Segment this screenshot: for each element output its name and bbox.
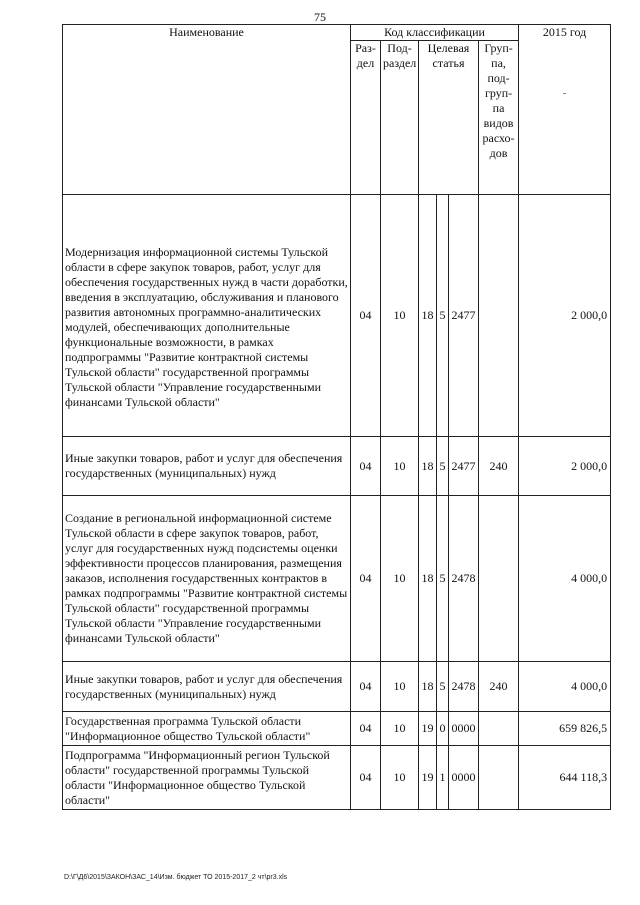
header-podrazdel: Под- раздел <box>381 41 419 195</box>
row-podrazdel: 10 <box>381 496 419 662</box>
row-amount: 644 118,3 <box>519 746 611 810</box>
row-razdel: 04 <box>351 662 381 712</box>
row-target-2: 5 <box>437 437 449 496</box>
row-name: Создание в региональной информационной системе Тульской области в сфере закупок товаров, работ, услуг для государственных нужд подсистемы оценки эффективности процессов планирования, размещения заказов, исполнения государственных контрактов в рамках подпрограммы "Развитие контрактной системы Тульской области" государственной программы Тульской области "Управление государственными финансами Тульской области" <box>63 496 351 662</box>
row-target-1: 18 <box>419 496 437 662</box>
row-target-3: 0000 <box>449 712 479 746</box>
row-target-1: 18 <box>419 662 437 712</box>
row-group: 240 <box>479 662 519 712</box>
header-tick: - <box>562 87 567 99</box>
table-row <box>63 712 611 746</box>
row-amount: 4 000,0 <box>519 662 611 712</box>
row-podrazdel: 10 <box>381 746 419 810</box>
row-razdel: 04 <box>351 746 381 810</box>
row-target-3: 0000 <box>449 746 479 810</box>
row-razdel: 04 <box>351 496 381 662</box>
row-group <box>479 712 519 746</box>
row-amount: 2 000,0 <box>519 195 611 437</box>
row-razdel: 04 <box>351 195 381 437</box>
row-name: Иные закупки товаров, работ и услуг для обеспечения государственных (муниципальных) нужд <box>63 437 351 496</box>
row-razdel: 04 <box>351 712 381 746</box>
table-row <box>63 496 611 662</box>
row-target-3: 2477 <box>449 195 479 437</box>
row-group <box>479 746 519 810</box>
row-target-3: 2478 <box>449 496 479 662</box>
row-group <box>479 496 519 662</box>
row-target-1: 18 <box>419 437 437 496</box>
row-podrazdel: 10 <box>381 712 419 746</box>
row-target-2: 5 <box>437 662 449 712</box>
table-row <box>63 195 611 437</box>
row-target-1: 18 <box>419 195 437 437</box>
row-amount: 659 826,5 <box>519 712 611 746</box>
row-podrazdel: 10 <box>381 662 419 712</box>
header-razdel: Раз- дел <box>351 41 381 195</box>
row-target-2: 5 <box>437 496 449 662</box>
table-row <box>63 746 611 810</box>
row-razdel: 04 <box>351 437 381 496</box>
row-target-3: 2477 <box>449 437 479 496</box>
row-group <box>479 195 519 437</box>
row-group: 240 <box>479 437 519 496</box>
table-row <box>63 662 611 712</box>
row-name: Государственная программа Тульской области "Информационное общество Тульской области" <box>63 712 351 746</box>
header-year <box>519 25 611 195</box>
row-name: Подпрограмма "Информационный регион Тульской области" государственной программы Тульской области "Информационное общество Тульской области" <box>63 746 351 810</box>
row-name: Иные закупки товаров, работ и услуг для обеспечения государственных (муниципальных) нужд <box>63 662 351 712</box>
row-amount: 4 000,0 <box>519 496 611 662</box>
row-target-2: 0 <box>437 712 449 746</box>
header-name: Наименование <box>63 25 351 195</box>
header-year-label: 2015 год <box>542 25 587 39</box>
page-number: 75 <box>314 10 326 24</box>
row-name: Модернизация информационной системы Тульской области в сфере закупок товаров, работ, услуг для обеспечения государственных нужд в части доработки, введения в эксплуатацию, обслуживания и планового развития автономных программно-аналитических модулей, обеспечивающих дополнительные функциональные возможности, в рамках подпрограммы "Развитие контрактной системы Тульской области" государственной программы Тульской области "Управление государственными финансами Тульской области" <box>63 195 351 437</box>
budget-table <box>62 24 611 810</box>
header-target: Целевая статья <box>419 41 479 195</box>
header-classification: Код классификации <box>351 25 519 41</box>
row-target-2: 1 <box>437 746 449 810</box>
row-target-2: 5 <box>437 195 449 437</box>
header-group: Груп- па, под- груп- па видов расхо- дов <box>479 41 519 195</box>
table-row <box>63 437 611 496</box>
file-path-footer: D:\Г\Д6\2015\ЗАКОН\ЗАС_14\Изм. бюджет ТО 2015-2017_2 чт\pr3.xls <box>64 874 288 881</box>
row-target-1: 19 <box>419 712 437 746</box>
row-podrazdel: 10 <box>381 437 419 496</box>
row-amount: 2 000,0 <box>519 437 611 496</box>
row-target-1: 19 <box>419 746 437 810</box>
row-target-3: 2478 <box>449 662 479 712</box>
row-podrazdel: 10 <box>381 195 419 437</box>
